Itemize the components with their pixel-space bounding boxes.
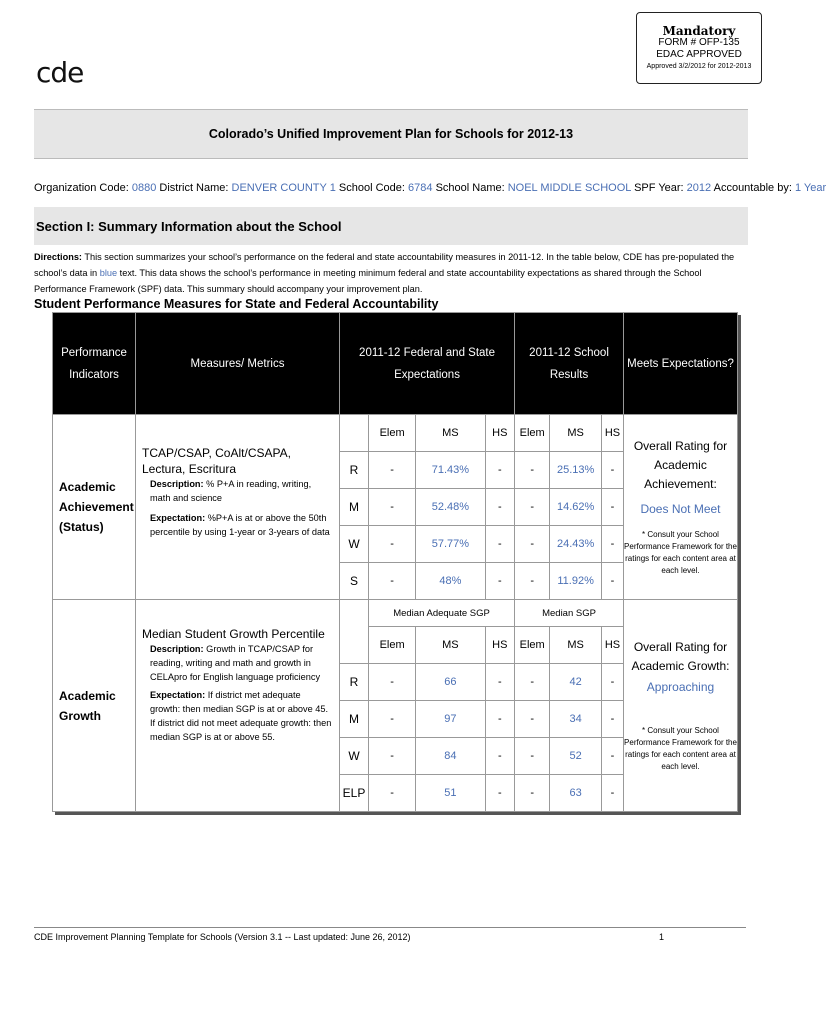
header-meets: Meets Expectations? [624,313,738,415]
expectation-value: - [485,563,515,600]
result-value: - [601,489,623,526]
level-hs: HS [485,627,515,664]
indicator-achievement: Academic Achievement (Status) [53,415,136,600]
page-number: 1 [658,932,664,942]
expectation-value: - [369,452,416,489]
rating-note: * Consult your School Performance Framework for the ratings for each content area at each level. [624,726,737,771]
school-name-label: School Name: [435,182,505,194]
page-title: Colorado’s Unified Improvement Plan for Schools for 2012-13 [34,109,748,159]
measure-title: TCAP/CSAP, CoAlt/CSAPA, Lectura, Escritura [142,446,291,476]
result-value: - [601,775,623,812]
result-value: - [515,452,550,489]
page-footer [34,927,746,942]
level-ms: MS [550,415,602,452]
performance-table [52,312,738,812]
header-indicators: Performance Indicators [53,313,136,415]
level-hs: HS [601,415,623,452]
expectation-value: - [369,526,416,563]
expectation-value: 97 [416,701,485,738]
level-elem: Elem [515,627,550,664]
expectation-value: 66 [416,664,485,701]
level-elem: Elem [369,627,416,664]
level-ms: MS [416,415,485,452]
indicator-growth: Academic Growth [53,600,136,812]
row-label: ELP [340,775,369,812]
description-label: Description: [150,479,204,489]
overall-rating-value: Approaching [646,680,715,694]
cde-logo: cde [36,56,84,89]
result-value: - [601,738,623,775]
expectation-value: - [369,563,416,600]
expectation-label: Expectation: [150,690,206,700]
result-value: - [515,489,550,526]
result-value: 42 [550,664,602,701]
result-value: - [515,775,550,812]
result-value: - [601,701,623,738]
school-code-label: School Code: [338,182,405,194]
row-label: M [340,489,369,526]
expectation-label: Expectation: [150,513,206,523]
directions-part-2: text. This data shows the school’s performance in meeting minimum federal and state accountability expectations as shared through the School Performance Framework (SPF) data. This summary should accompany your improvement plan. [34,268,702,294]
expectation-value: - [485,489,515,526]
expectation-value: - [369,738,416,775]
header-measures: Measures/ Metrics [136,313,340,415]
result-value: 14.62% [550,489,602,526]
expectation-value: - [369,775,416,812]
blank-cell [340,600,369,664]
directions-blue-word: blue [99,268,118,278]
overall-rating-title: Overall Rating for Academic Growth: [631,640,730,673]
expectation-value: - [485,452,515,489]
spf-year-label: SPF Year: [634,182,684,194]
expectation-text: %P+A is at or above the 50th percentile by using 1-year or 3-years of data [150,513,330,537]
header-results: 2011-12 School Results [515,313,624,415]
row-label: M [340,701,369,738]
spf-year-value: 2012 [686,182,712,194]
result-value: 52 [550,738,602,775]
expectation-text: If district met adequate growth: then median SGP is at or above 45. [150,690,329,714]
expectation-value: 84 [416,738,485,775]
result-value: - [601,452,623,489]
result-value: 34 [550,701,602,738]
expectation-value: - [485,526,515,563]
result-value: - [515,563,550,600]
expectation-value: - [369,489,416,526]
level-ms: MS [416,627,485,664]
overall-rating-value: Does Not Meet [640,502,721,516]
result-value: - [515,701,550,738]
row-label: W [340,526,369,563]
expectation-value: 52.48% [416,489,485,526]
median-sgp-header: Median SGP [515,600,624,627]
result-value: 63 [550,775,602,812]
description-text: Growth in TCAP/CSAP for reading, writing and math and growth in CELApro for English language proficiency [150,644,321,682]
expectation-text-2: If district did not meet adequate growth: then median SGP is at or above 55. [150,718,332,742]
result-value: - [515,526,550,563]
expectation-value: - [485,775,515,812]
row-label: S [340,563,369,600]
level-elem: Elem [369,415,416,452]
result-value: - [515,738,550,775]
level-elem: Elem [515,415,550,452]
district-value: DENVER COUNTY 1 [231,182,336,194]
expectation-value: - [369,701,416,738]
row-label: R [340,664,369,701]
blank-cell [340,415,369,452]
level-hs: HS [601,627,623,664]
directions-part-1: This section summarizes your school’s performance on the federal and state accountability measures in 2011-12. In the table below, CDE has pre-populated the school’s data in [34,252,735,278]
median-adequate-sgp-header: Median Adequate SGP [369,600,515,627]
meets-growth [624,600,738,812]
expectation-value: - [485,664,515,701]
rating-note: * Consult your School Performance Framework for the ratings for each content area at each level. [624,530,737,575]
school-name-value: NOEL MIDDLE SCHOOL [507,182,631,194]
org-code-value: 0880 [131,182,157,194]
level-hs: HS [485,415,515,452]
stamp-title: Mandatory [662,24,736,38]
row-label: R [340,452,369,489]
school-code-value: 6784 [408,182,433,194]
section-heading [34,207,748,245]
stamp-approved: EDAC APPROVED [656,49,742,60]
footer-text: CDE Improvement Planning Template for Schools (Version 3.1 -- Last updated: June 26, 2012) [34,932,411,942]
expectation-value: - [485,738,515,775]
overall-rating-title: Overall Rating for Academic Achievement: [633,439,728,491]
district-label: District Name: [159,182,229,194]
measure-title: Median Student Growth Percentile [142,627,325,641]
level-ms: MS [550,627,602,664]
table-subheading: Student Performance Measures for State and Federal Accountability [34,297,439,311]
result-value: 11.92% [550,563,602,600]
expectation-value: 48% [416,563,485,600]
mandatory-stamp [636,12,762,84]
result-value: - [515,664,550,701]
measure-growth [136,600,340,812]
result-value: - [601,526,623,563]
accountable-label: Accountable by: [713,182,792,194]
stamp-form-number: FORM # OFP-135 [658,37,740,48]
row-label: W [340,738,369,775]
directions-text [34,249,746,297]
organization-line [34,182,826,194]
header-expectations: 2011-12 Federal and State Expectations [340,313,515,415]
description-label: Description: [150,644,204,654]
org-code-label: Organization Code: [34,182,129,194]
result-value: - [601,664,623,701]
description-text: % P+A in reading, writing, math and science [150,479,312,503]
expectation-value: - [369,664,416,701]
result-value: 24.43% [550,526,602,563]
expectation-value: 57.77% [416,526,485,563]
meets-achievement [624,415,738,600]
expectation-value: - [485,701,515,738]
stamp-approval-date: Approved 3/2/2012 for 2012-2013 [646,63,752,70]
expectation-value: 51 [416,775,485,812]
expectation-value: 71.43% [416,452,485,489]
section-title: Section I: Summary Information about the School [36,218,342,234]
result-value: 25.13% [550,452,602,489]
measure-achievement [136,415,340,600]
result-value: - [601,563,623,600]
directions-label: Directions: [34,252,82,262]
accountable-value: 1 Year [794,182,826,194]
